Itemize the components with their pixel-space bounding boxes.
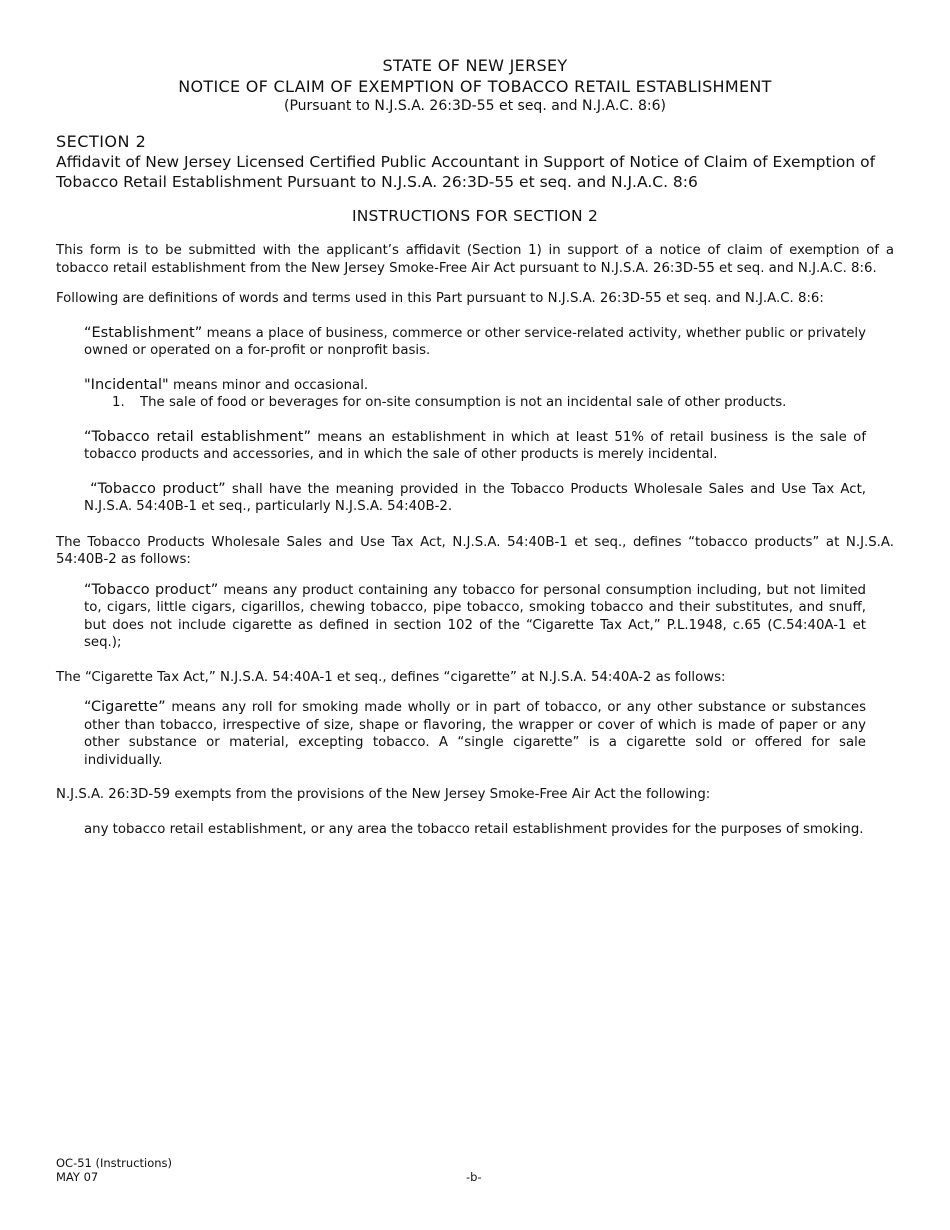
definition-tobacco-product-statute bbox=[84, 582, 866, 652]
list-item-number: 1. bbox=[112, 395, 125, 410]
state-title: STATE OF NEW JERSEY bbox=[382, 56, 568, 75]
intro-paragraph: This form is to be submitted with the applicant’s affidavit (Section 1) in support of a notice of claim of exemption of a tobacco retail establishment from the New Jersey Smoke-Free Air Act pursuant to N.J.S.A. 26:3D-55 et seq. and N.J.A.C. 8:6. bbox=[56, 243, 894, 276]
tobacco-tax-act-paragraph: The Tobacco Products Wholesale Sales and Use Tax Act, N.J.S.A. 54:40B-1 et seq., defines “tobacco products” at N.J.S.A. 54:40B-2 as follows: bbox=[56, 534, 894, 567]
definition-term: “Tobacco retail establishment” bbox=[84, 428, 311, 445]
form-id: OC-51 (Instructions) bbox=[56, 1156, 173, 1170]
exemption-item: any tobacco retail establishment, or any area the tobacco retail establishment provides for the purposes of smoking. bbox=[84, 821, 864, 837]
document-header bbox=[56, 55, 894, 116]
cigarette-tax-act-paragraph: The “Cigarette Tax Act,” N.J.S.A. 54:40A-1 et seq., defines “cigarette” at N.J.S.A. 54:40A-2 as follows: bbox=[56, 669, 726, 685]
form-date: MAY 07 bbox=[56, 1170, 99, 1184]
section-title: Affidavit of New Jersey Licensed Certified Public Accountant in Support of Notice of Claim of Exemption of Tobacco Retail Establishment Pursuant to N.J.S.A. 26:3D-55 et seq. and N.J.A.C. 8:6 bbox=[56, 153, 876, 191]
instructions-heading: INSTRUCTIONS FOR SECTION 2 bbox=[351, 207, 599, 225]
document-page bbox=[56, 55, 894, 838]
definition-tobacco-retail-establishment bbox=[84, 429, 866, 464]
definition-term: “Tobacco product” bbox=[90, 480, 226, 497]
exemption-paragraph: N.J.S.A. 26:3D-59 exempts from the provisions of the New Jersey Smoke-Free Air Act the following: bbox=[56, 787, 711, 802]
definition-cigarette bbox=[84, 699, 866, 769]
definition-text: means any roll for smoking made wholly or in part of tobacco, or any other substance or substances other than tobacco, irrespective of size, shape or flavoring, the wrapper or cover of which is made of paper or any other substance or material, excepting tobacco. A “single cigarette” is a cigarette sold or offered for sale individually. bbox=[84, 700, 866, 768]
definition-text: means an establishment in which at least 51% of retail business is the sale of tobacco products and accessories, and in which the sale of other products is merely incidental. bbox=[84, 429, 866, 462]
definition-term: “Cigarette” bbox=[84, 699, 166, 715]
definition-incidental bbox=[84, 377, 866, 412]
definitions-intro: Following are definitions of words and terms used in this Part pursuant to N.J.S.A. 26:3D-55 et seq. and N.J.A.C. 8:6: bbox=[56, 291, 824, 306]
page-number: -b- bbox=[466, 1170, 482, 1184]
list-item-text: The sale of food or beverages for on-site consumption is not an incidental sale of other products. bbox=[140, 395, 787, 410]
definition-term: "Incidental" bbox=[84, 376, 169, 393]
list-item bbox=[112, 394, 866, 412]
pursuant-line: (Pursuant to N.J.S.A. 26:3D-55 et seq. and N.J.A.C. 8:6) bbox=[284, 98, 666, 114]
footer-form-info bbox=[56, 1156, 172, 1184]
definition-text: means any product containing any tobacco for personal consumption including, but not limited to, cigars, little cigars, cigarillos, chewing tobacco, pipe tobacco, smoking tobacco and their substitutes, and snuff, but does not include cigarette as defined in section 102 of the “Cigarette Tax Act,” P.L.1948, c.65 (C.54:40A-1 et seq.); bbox=[84, 582, 866, 650]
definition-term: “Establishment” bbox=[84, 324, 203, 341]
definition-text: means minor and occasional. bbox=[168, 377, 369, 393]
definition-text: means a place of business, commerce or other service-related activity, whether public or privately owned or operated on a for-profit or nonprofit basis. bbox=[84, 325, 866, 358]
notice-title: NOTICE OF CLAIM OF EXEMPTION OF TOBACCO RETAIL ESTABLISHMENT bbox=[178, 77, 772, 96]
section-label: SECTION 2 bbox=[56, 132, 147, 151]
definition-tobacco-product bbox=[84, 481, 866, 516]
definition-text: shall have the meaning provided in the Tobacco Products Wholesale Sales and Use Tax Act, N.J.S.A. 54:40B-1 et seq., particularly N.J.S.A. 54:40B-2. bbox=[84, 481, 867, 514]
definition-establishment bbox=[84, 325, 866, 360]
definition-term: “Tobacco product” bbox=[84, 581, 219, 598]
